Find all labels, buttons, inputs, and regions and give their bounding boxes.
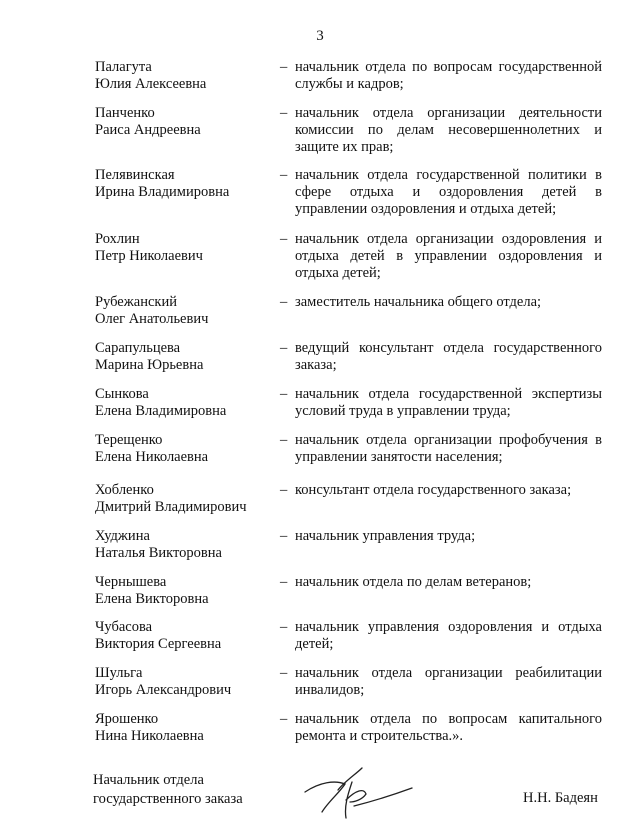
- person-name: Палагута Юлия Алексеевна: [95, 59, 207, 92]
- person-role: заместитель начальника общего отдела;: [295, 294, 542, 310]
- dash: –: [280, 665, 288, 681]
- person-name: Хобленко Дмитрий Владимирович: [95, 482, 247, 515]
- person-role: начальник отдела по вопросам государственной службы и кадров;: [295, 59, 602, 92]
- signatory-title: Начальник отдела государственного заказа: [93, 772, 243, 807]
- person-role: начальник управления оздоровления и отдыха детей;: [295, 619, 602, 652]
- dash: –: [280, 432, 288, 448]
- dash: –: [280, 386, 288, 402]
- person-name: Сарапульцева Марина Юрьевна: [95, 340, 204, 373]
- person-name: Сынкова Елена Владимировна: [95, 386, 227, 419]
- person-role: ведущий консультант отдела государственного заказа;: [295, 340, 602, 373]
- person-name: Терещенко Елена Николаевна: [95, 432, 209, 465]
- dash: –: [280, 619, 288, 635]
- person-name: Ярошенко Нина Николаевна: [95, 711, 204, 744]
- dash: –: [280, 528, 288, 544]
- person-role: начальник отдела организации профобучения в управлении занятости населения;: [295, 432, 602, 465]
- person-role: начальник управления труда;: [295, 528, 476, 544]
- dash: –: [280, 482, 288, 498]
- person-role: начальник отдела государственной экспертизы условий труда в управлении труда;: [295, 386, 602, 419]
- person-role: начальник отдела по вопросам капитального ремонта и строительства.».: [295, 711, 602, 744]
- person-name: Панченко Раиса Андреевна: [95, 105, 201, 138]
- dash: –: [280, 59, 288, 75]
- handwritten-signature: [300, 762, 420, 822]
- person-role: начальник отдела государственной политики в сфере отдыха и оздоровления детей в управлении оздоровления и отдыха детей;: [295, 167, 602, 217]
- dash: –: [280, 105, 288, 121]
- person-name: Худжина Наталья Викторовна: [95, 528, 222, 561]
- dash: –: [280, 294, 288, 310]
- person-name: Чубасова Виктория Сергеевна: [95, 619, 222, 652]
- page-number: 3: [316, 28, 324, 44]
- person-role: начальник отдела организации оздоровления и отдыха детей в управлении оздоровления и отдыха детей;: [295, 231, 602, 281]
- person-name: Чернышева Елена Викторовна: [95, 574, 209, 607]
- dash: –: [280, 574, 288, 590]
- person-name: Рохлин Петр Николаевич: [95, 231, 203, 264]
- dash: –: [280, 711, 288, 727]
- person-role: консультант отдела государственного заказа;: [295, 482, 572, 498]
- dash: –: [280, 340, 288, 356]
- person-name: Шульга Игорь Александрович: [95, 665, 232, 698]
- dash: –: [280, 231, 288, 247]
- dash: –: [280, 167, 288, 183]
- person-role: начальник отдела организации реабилитации инвалидов;: [295, 665, 602, 698]
- person-name: Пелявинская Ирина Владимировна: [95, 167, 230, 200]
- person-role: начальник отдела организации деятельности комиссии по делам несовершеннолетних и защите их прав;: [295, 105, 602, 155]
- person-role: начальник отдела по делам ветеранов;: [295, 574, 532, 590]
- signatory-name: Н.Н. Бадеян: [523, 790, 598, 806]
- person-name: Рубежанский Олег Анатольевич: [95, 294, 209, 327]
